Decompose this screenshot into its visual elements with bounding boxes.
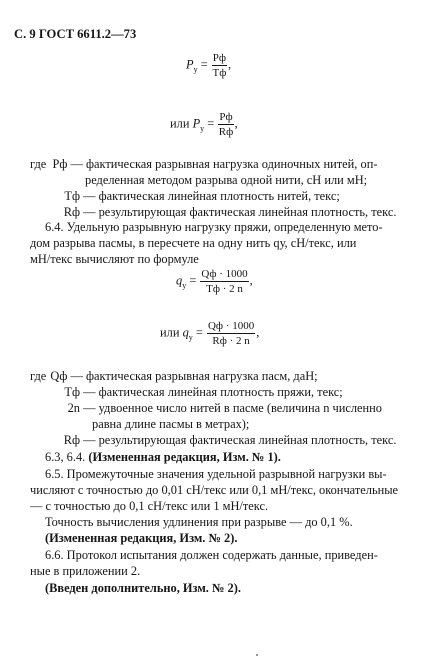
where-lead: где [30,369,47,383]
paragraph-line: ные в приложении 2. [30,564,141,578]
where-row [30,368,318,385]
where-text: — результирующая фактическая линейная плотность, текс. [83,433,397,447]
paragraph-line: числяют с точностью до 0,01 сН/текс или 0,1 мН/текс, окончательные [30,483,399,497]
where-symbol: Tф [64,189,80,203]
formula-lhs: q [182,325,189,340]
where-row [56,384,343,401]
formula-lead: или [160,325,180,340]
formula-lead: или [170,116,190,131]
fraction-numerator: Pф [219,111,233,123]
where-text: ределенная методом разрыва одной нити, сН или мН; [85,173,368,187]
formula-lhs-sub: у [200,123,205,133]
paragraph-line: 6.6. Протокол испытания должен содержать данные, приведен- [45,548,378,562]
amendment-text: (Измененная редакция, Изм. № 1). [88,450,281,464]
where-row [56,432,396,449]
formula-tail: , [249,273,253,288]
where-text: — удвоенное число нитей в пасме (величина n численно [83,401,382,415]
where-text: равна длине пасмы в метрах); [92,417,250,431]
where-text: — результирующая фактическая линейная плотность, текс. [83,205,397,219]
where-text: — фактическая линейная плотность нитей, текс; [83,189,340,203]
where-symbol: Rф [63,205,80,219]
formula-lhs: P [186,57,194,72]
fraction-denominator: Rф · 2 n [212,335,250,347]
where-symbol: 2n [67,401,80,415]
where-symbol: Qф [50,369,68,383]
formula-lhs: q [176,273,183,288]
amendment-note: (Введен дополнительно, Изм. № 2). [45,581,241,595]
paragraph-line: 6.4. Удельную разрывную нагрузку пряжи, определенную мето- [45,220,383,234]
formula-py-tf: $P_у$ = $\frac{Pф}{Tф}$ , [186,52,232,79]
fraction-denominator: Tф · 2 n [206,283,243,295]
fraction-denominator: Rф [218,126,234,138]
where-symbol: Pф [52,157,68,171]
where-text: — фактическая разрывная нагрузка пасм, даН; [70,369,318,383]
formula-qy-tf: $q_у$ = $\frac{Qф \cdot 1000}{Tф \cdot 2 n}$ , [176,268,253,295]
accuracy-line: Точность вычисления удлинения при разрыве — до 0,1 %. [45,515,353,529]
paragraph-line: 6.5. Промежуточные значения удельной разрывной нагрузки вы- [45,467,387,481]
where-row [30,156,377,173]
fraction-numerator: Qф · 1000 [201,268,248,280]
where-row [85,172,367,189]
formula-lhs-sub: у [182,280,187,290]
where-row [56,188,340,205]
paragraph-line: мН/текс вычисляют по формуле [30,252,199,266]
formula-tail: , [256,325,260,340]
fraction-numerator: Qф · 1000 [207,320,255,332]
formula-fraction [200,268,248,295]
formula-tail: , [234,116,238,131]
scan-speck [256,654,258,656]
fraction-denominator: Tф [212,67,227,79]
formula-fraction [212,52,227,79]
where-symbol: Tф [64,385,80,399]
page-header: С. 9 ГОСТ 6611.2—73 [14,27,137,41]
formula-tail: , [228,57,232,72]
where-row [56,400,382,417]
where-symbol: Rф [63,433,80,447]
paragraph-line: — с точностью до 0,1 сН/текс или 1 мН/текс. [30,499,269,513]
amendment-note [45,449,281,466]
formula-qy-rf: или $q_у$ = $\frac{Qф \cdot 1000}{Rф \cdot 2 n}$ , [160,320,260,347]
formula-lhs-sub: у [188,332,193,342]
where-text: — фактическая линейная плотность пряжи, текс; [83,385,343,399]
formula-lhs-sub: у [193,64,198,74]
where-lead: где [30,157,47,171]
formula-fraction [207,320,255,347]
amendment-prefix: 6.3, 6.4. [45,450,86,464]
formula-lhs: P [192,116,201,131]
where-text: — фактическая разрывная нагрузка одиночных нитей, оп- [70,157,378,171]
where-row [92,416,249,433]
paragraph-line: дом разрыва пасмы, в пересчете на одну нить qу, сН/текс, или [30,236,357,250]
formula-py-rf: или $P_у$ = $\frac{Pф}{Rф}$ , [170,111,238,138]
amendment-note: (Измененная редакция, Изм. № 2). [45,531,238,545]
fraction-numerator: Pф [212,52,227,64]
formula-fraction [218,111,233,138]
